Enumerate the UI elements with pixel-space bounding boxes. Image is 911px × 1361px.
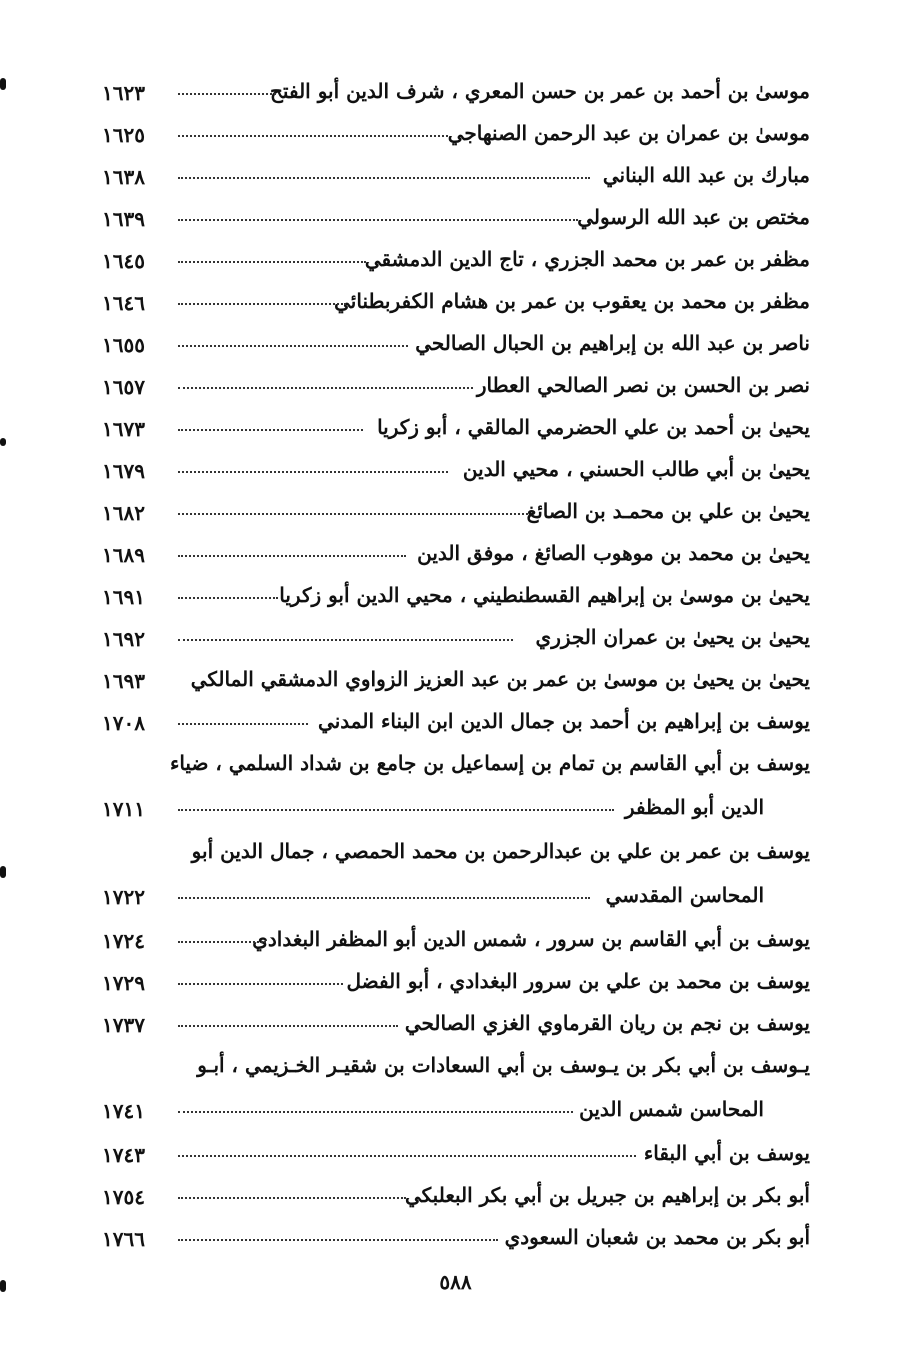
entry-page-number: ١٦٧٩ — [102, 459, 145, 483]
dot-leader — [178, 385, 473, 389]
entry-page-number: ١٦٢٣ — [102, 81, 145, 105]
entry-title: موسىٰ بن أحمد بن عمر بن حسن المعري ، شرف الدين أبو الفتح — [270, 79, 810, 103]
entry-page-number: ١٧٤١ — [102, 1099, 145, 1123]
dot-leader — [178, 1023, 398, 1027]
entry-page-number: ١٧٤٣ — [102, 1143, 145, 1167]
toc-entry — [100, 112, 810, 154]
entry-title: يوسف بن أبي البقاء — [643, 1141, 810, 1165]
entry-title: يحيىٰ بن أبي طالب الحسني ، محيي الدين — [462, 457, 810, 481]
entry-page-number: ١٧٦٦ — [102, 1227, 145, 1251]
entry-page-number: ١٦٩١ — [102, 585, 145, 609]
entry-page-number: ١٧٢٩ — [102, 971, 145, 995]
toc-entry — [100, 742, 810, 830]
entry-page-number: ١٦٤٥ — [102, 249, 145, 273]
entry-title: يوسف بن إبراهيم بن أحمد بن جمال الدين ابن البناء المدني — [318, 709, 810, 733]
entry-title: مختص بن عبد الله الرسولي — [577, 205, 810, 229]
entry-title: يـوسف بن أبي بكر بن يـوسف بن أبي السعادات بن شقيـر الخـزيمي ، أبـو — [197, 1053, 810, 1077]
dot-leader — [178, 637, 513, 641]
entry-page-number: ١٦٨٢ — [102, 501, 145, 525]
toc-entry — [100, 700, 810, 742]
dot-leader — [178, 553, 406, 557]
toc-entry — [100, 1132, 810, 1174]
margin-mark — [0, 866, 6, 878]
margin-mark — [0, 438, 6, 446]
toc-entry — [100, 1174, 810, 1216]
toc-entry — [100, 830, 810, 918]
toc-entry — [100, 532, 810, 574]
entry-title: يوسف بن عمر بن علي بن عبدالرحمن بن محمد الحمصي ، جمال الدين أبو — [191, 839, 810, 863]
dot-leader — [178, 981, 343, 985]
entry-page-number: ١٦٥٥ — [102, 333, 145, 357]
dot-leader — [178, 939, 266, 943]
entry-page-number: ١٦٢٥ — [102, 123, 145, 147]
toc-entry — [100, 1044, 810, 1132]
toc-entry — [100, 322, 810, 364]
entry-title: يوسف بن أبي القاسم بن تمام بن إسماعيل بن جامع بن شداد السلمي ، ضياء — [169, 751, 810, 775]
toc-entry — [100, 490, 810, 532]
dot-leader — [178, 469, 448, 473]
dot-leader — [178, 721, 308, 725]
dot-leader — [178, 301, 346, 305]
dot-leader — [178, 511, 528, 515]
toc-entry — [100, 364, 810, 406]
entry-page-number: ١٧١١ — [102, 797, 145, 821]
dot-leader — [178, 343, 408, 347]
entry-title: يحيىٰ بن يحيىٰ بن عمران الجزري — [535, 625, 810, 649]
toc-entry — [100, 448, 810, 490]
entry-title: مظفر بن عمر بن محمد الجزري ، تاج الدين الدمشقي — [364, 247, 810, 271]
table-of-contents — [100, 70, 810, 1258]
entry-page-number: ١٧٠٨ — [102, 711, 145, 735]
entry-title: مظفر بن محمد بن يعقوب بن عمر بن هشام الكفربطنائي — [334, 289, 810, 313]
entry-page-number: ١٧٢٤ — [102, 929, 145, 953]
dot-leader — [178, 175, 590, 179]
entry-page-number: ١٦٩٢ — [102, 627, 145, 651]
entry-page-number: ١٦٧٣ — [102, 417, 145, 441]
entry-title: يحيىٰ بن أحمد بن علي الحضرمي المالقي ، أبو زكريا — [377, 415, 810, 439]
entry-page-number: ١٦٨٩ — [102, 543, 145, 567]
toc-entry — [100, 238, 810, 280]
entry-title-continued: المحاسن شمس الدين — [579, 1097, 764, 1121]
entry-title: ناصر بن عبد الله بن إبراهيم بن الحبال الصالحي — [415, 331, 810, 355]
toc-entry — [100, 196, 810, 238]
entry-page-number: ١٦٤٦ — [102, 291, 145, 315]
entry-title: يوسف بن أبي القاسم بن سرور ، شمس الدين أبو المظفر البغدادي — [252, 927, 810, 951]
entry-title: أبو بكر بن محمد بن شعبان السعودي — [504, 1225, 810, 1249]
dot-leader — [178, 427, 363, 431]
dot-leader — [178, 91, 276, 95]
dot-leader — [178, 1153, 636, 1157]
dot-leader — [178, 895, 590, 899]
entry-page-number: ١٧٥٤ — [102, 1185, 145, 1209]
dot-leader — [178, 217, 578, 221]
entry-title: نصر بن الحسن بن نصر الصالحي العطار — [476, 373, 810, 397]
entry-title: مبارك بن عبد الله البناني — [602, 163, 810, 187]
toc-entry — [100, 1002, 810, 1044]
toc-entry — [100, 406, 810, 448]
entry-title: يوسف بن نجم بن ريان القرماوي الغزي الصالحي — [404, 1011, 810, 1035]
entry-page-number: ١٧٣٧ — [102, 1013, 145, 1037]
toc-entry — [100, 280, 810, 322]
entry-page-number: ١٦٣٨ — [102, 165, 145, 189]
margin-mark — [0, 78, 6, 90]
dot-leader — [178, 807, 614, 811]
entry-title: يحيىٰ بن موسىٰ بن إبراهيم القسطنطيني ، محيي الدين أبو زكريا — [279, 583, 810, 607]
entry-page-number: ١٦٣٩ — [102, 207, 145, 231]
toc-entry — [100, 154, 810, 196]
dot-leader — [178, 133, 448, 137]
entry-page-number: ١٧٢٢ — [102, 885, 145, 909]
entry-title-continued: المحاسن المقدسي — [605, 883, 764, 907]
dot-leader — [178, 1237, 498, 1241]
entry-title: يحيىٰ بن علي بن محمـد بن الصائغ — [526, 499, 810, 523]
dot-leader — [178, 259, 366, 263]
entry-title: يحيىٰ بن يحيىٰ بن موسىٰ بن عمر بن عبد العزيز الزواوي الدمشقي المالكي — [190, 667, 810, 691]
entry-title: يحيىٰ بن محمد بن موهوب الصائغ ، موفق الدين — [417, 541, 810, 565]
dot-leader — [178, 1109, 573, 1113]
entry-title-continued: الدين أبو المظفر — [624, 795, 764, 819]
dot-leader — [178, 595, 278, 599]
entry-title: يوسف بن محمد بن علي بن سرور البغدادي ، أبو الفضل — [346, 969, 810, 993]
toc-entry — [100, 658, 810, 700]
toc-entry — [100, 70, 810, 112]
toc-entry — [100, 1216, 810, 1258]
entry-page-number: ١٦٩٣ — [102, 669, 145, 693]
toc-entry — [100, 918, 810, 960]
toc-entry — [100, 616, 810, 658]
entry-title: أبو بكر بن إبراهيم بن جبريل بن أبي بكر البعلبكي — [404, 1183, 810, 1207]
page-number: ٥٨٨ — [439, 1270, 472, 1294]
entry-title: موسىٰ بن عمران بن عبد الرحمن الصنهاجي — [447, 121, 810, 145]
toc-entry — [100, 960, 810, 1002]
dot-leader — [178, 1195, 406, 1199]
toc-entry — [100, 574, 810, 616]
entry-page-number: ١٦٥٧ — [102, 375, 145, 399]
